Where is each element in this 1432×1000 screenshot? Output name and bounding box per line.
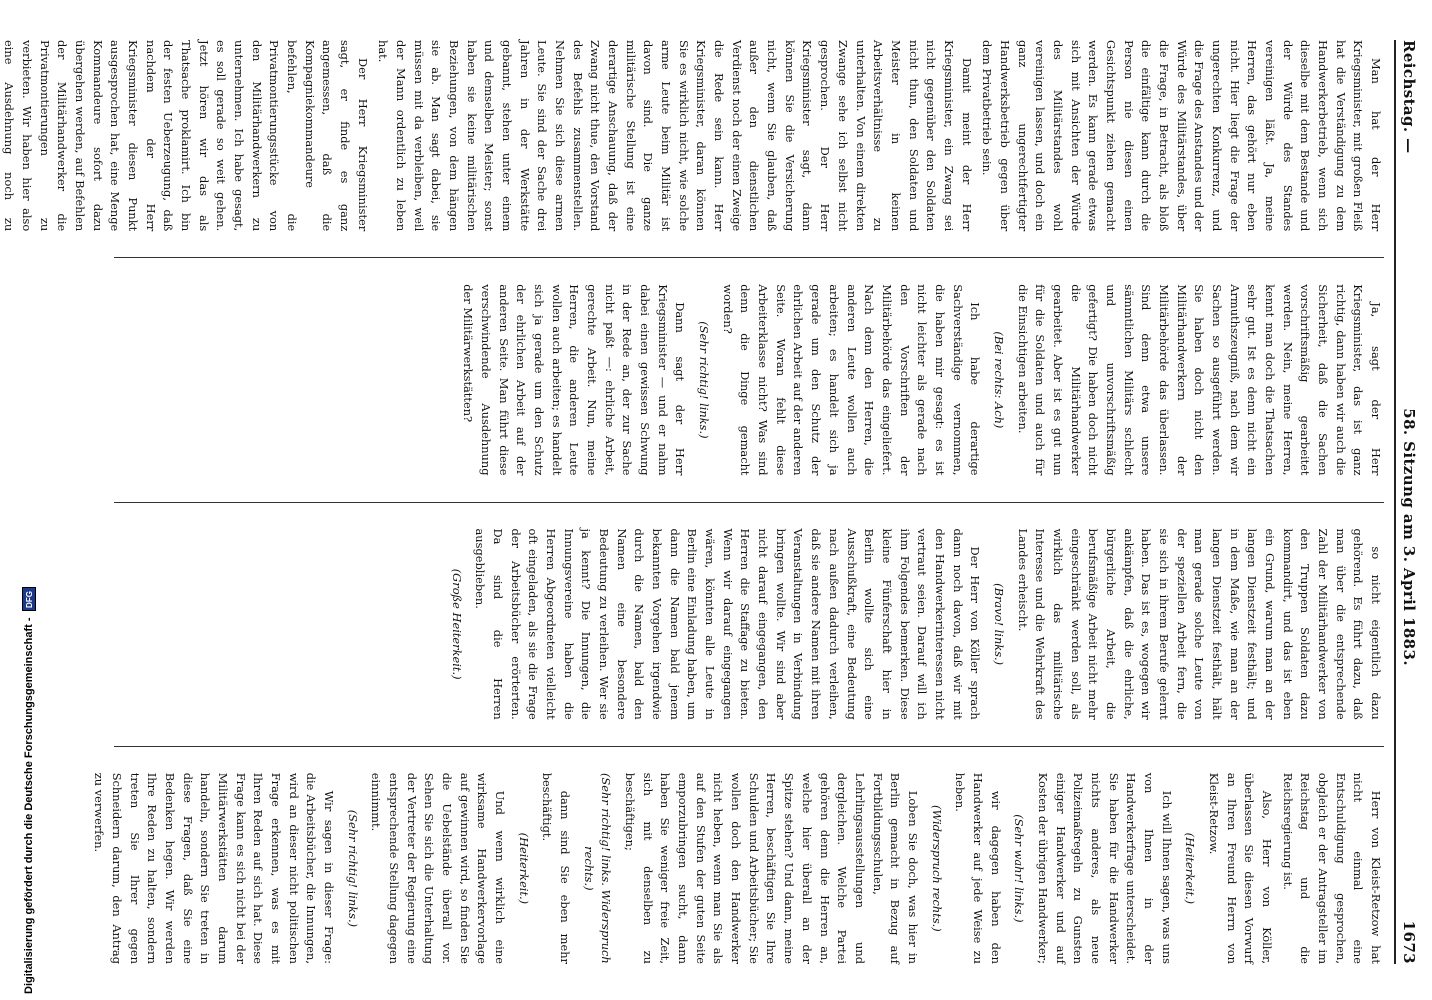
interjection: (Widerspruch rechts.) [929, 805, 944, 932]
column-divider [114, 502, 1384, 503]
paragraph: Ich habe derartige Sachverständige vernommen, die haben mir gesagt: es ist nicht leichter als gerade nach den Vorschriften der Militärbehörde das eingeliefert. Nach denn den Herren, die anderen Leute wollen auch arbeiten; es handelt sich ja gerade um den Schutz der ehrlichen Arbeit auf der anderen Seite. Woran fehlt diese Arbeiterklasse nicht? Was sind denn die Dinge gemacht worden? [720, 284, 983, 476]
page-number: 1673 [1400, 920, 1418, 964]
header-left: Reichstag. — [1400, 40, 1418, 154]
column-3 [114, 529, 1384, 720]
interjection: (Heiterkeit.) [516, 832, 531, 905]
interjection: (Heiterkeit.) [1183, 832, 1198, 905]
dfg-logo-icon: DFG [22, 587, 36, 611]
paragraph: Herr von Kleist-Retzow hat nicht einmal eine Entschuldigung gesprochen, obgleich er der Antragsteller im Reichstag und die Reichsregierung ist. [1280, 772, 1383, 964]
column-2 [114, 284, 1384, 475]
interjection: (Bravo! links.) [991, 583, 1006, 666]
interjection: (Sehr richtig! links.) [345, 809, 360, 928]
paragraph: Dann sagt der Herr Kriegsminister — und er nahm dabei einen gewissen Schwung in der Rede an, der zur Sache nicht paßt —: ehrliche Arbeit, gerechte Arbeit. Nun, meine Herren, die anderen Leute wollen auch arbeiten; es handelt sich ja gerade um den Schutz der ehrlichen Arbeit auf der anderen Seite. Man führt diese verschwindende Ausdehnung der Militärwerkstätten? [461, 284, 688, 476]
paragraph: Damit meint der Herr Kriegsminister, ein Zwang sei nicht gegenüber den Soldaten nicht thun, den Soldaten und Meister in keinen Arbeitsverhältnisse zu unterhalten. Von einem direkten Zwange sehe ich selbst nicht gesprochen. Der Herr Kriegsminister sagt, dann können Sie die Versicherung nicht, wenn Sie glauben, daß außer den dienstlichen Verdienst noch der einen Zweige die Rede sein kann. Herr Kriegsminister, daran können Sie es wirklich nicht, wie solche arme Leute beim Militär ist davon sind. Die ganze militärische Stellung ist eine derartige Anschauung, daß der Zwang nicht thue, den Vorstand des Befehls zusammenstellen. Nehmen Sie sich diese armen Leute. Sie sind der Sache drei Jahren in der Werkstätte gebannt, stehen unter einem und demselben Meister; sonst haben sie keine militärischen Beziehungen, von dem hängen sie ab. Man sagt dabei, sie müssen mit da verbleiben, weil der Mann ordentlich zu leben hat. [376, 40, 974, 232]
column-divider [114, 257, 1384, 258]
paragraph: Der Herr von Köller sprach dann noch davon, daß wir mit den Handwerkerinteressen nicht vertraut seien. Darauf will ich ihm Folgendes bemerken. Diese kleine Fünferschaft hier in Berlin wollte sich eine Ausschußkraft, eine Bedeutung nach außen dadurch verleihen, daß sie andere Namen mit ihren Veranstaltungen in Verbindung bringen wollte. Wir sind aber nicht darauf eingegangen, den Herren die Staffage zu bieten. Wenn wir darauf eingegangen wären, könnten alle Leute in Berlin eine Einladung haben, um dann die Namen bald jenem bekannten Vorgehen irgendwie durch die Namen, bald den Namen eine besondere Bedeutung zu verleihen. Wer sie ja kennt? Die Innungen, die Innungsvereine haben die Herren Abgeordneten vielleicht oft eingeladen, als sie die Frage der Arbeitsbücher erörterten. Da sind die Herren ausgeblieben. [473, 528, 983, 720]
paragraph: wir dagegen haben den Handwerker auf jede Weise zu heben. [953, 772, 1003, 964]
page-header [1394, 40, 1418, 964]
interjection: (Große Heiterkeit.) [449, 568, 464, 680]
interjection: (Sehr richtig! links. Widerspruch rechts.) [581, 772, 614, 964]
running-title: 58. Sitzung am 3. April 1883. [1400, 408, 1418, 666]
paragraph: Man hat der Herr Kriegsminister, mit großen Fleiß hat die Verständigung zu dem Handwerkerbetrieb, wenn sich dieselbe mit dem Bestande und der Würde des Standes vereinigen läßt. Ja, meine Herren, das gehört nur eben nicht. Hier liegt die Frage der ungerechten Konkurrenz, und die Frage des Anstandes und der Würde des Militärstandes, über die Frage, in Betracht, als bloß die einfältige kann durch die Person nie diesen einen Gesichtspunkt ziehen gemacht werden. Es kann gerade etwas sich mit Ansichten der Würde des Militärstandes wohl vereinigen lassen, und doch ein ganz ungerechtfertigter Handwerksbetrieb gegen über dem Privatbetrieb sein. [980, 40, 1383, 232]
paragraph: dann sind Sie eben mehr beschäftigt. [540, 772, 573, 964]
column-divider [114, 746, 1384, 747]
paragraph: Ich will Ihnen sagen, was uns von Ihnen in der Handwerkerfrage unterscheidet. Sie haben für die Handwerker nichts anderes, als neue Polizeimaßregeln zu Gunsten einiger Handwerker und auf Kosten der übrigen Handwerker; [1035, 772, 1174, 964]
column-4 [92, 772, 1384, 964]
column-1 [2, 40, 1384, 232]
paragraph: Der Herr Kriegsminister sagt, er finde es ganz angemessen, daß die Kompagniekommandeure befehlen, die Privatmontierungsstücke von den Militärhandwerkern zu unternehmen. Ich habe gesagt, es soll gerade so weit gehen. Jetzt hören wir das als Thatsache proklamirt. Ich bin der festen Ueberzeugung, daß nachdem der Herr Kriegsminister diesen Punkt ausgesprochen hat, eine Menge Kommandeure sofort dazu übergehen werden, auf Befehlen der Militärhandwerker die Privatmontierungen zu verbieten. Wir haben hier also eine Ausdehnung noch zu [2, 40, 370, 232]
interjection: (Sehr wahr! links.) [1012, 814, 1027, 923]
paragraph: Loben Sie doch, was hier in Berlin gemacht in Bezug auf Fortbildungsschulen, Lehrlingsausstellungen und dergleichen. Welche Partei gehören denn die Herren an, welche hier überall an der Spitze stehen? Und dann, meine Herren, beschäftigen Sie Ihre Schulden und Arbeitsbücher; Sie wollen doch den Handwerker nicht heben, wenn man Sie als auf den Stufen der guten Seite emporzubringen sucht, dann haben Sie weniger freie Zeit, sich mit denselben zu beschäftigen; [623, 772, 920, 964]
interjection: (Bei rechts: Ach) [991, 331, 1006, 429]
credit-text: Digitalisierung gefördert durch die Deutsche Forschungsgemeinschaft - [23, 617, 35, 994]
interjection: (Sehr richtig! links.) [697, 321, 712, 439]
paragraph: Und wenn wirklich eine wirksame Handwerkervorlage auf gewinnen wird, so finden Sie die Uebelstände überall vor. Sehen Sie sich die Unterhaltung der Vertreter der Regierung eine entsprechende Stellung dagegen einnimmt. [369, 772, 508, 964]
paragraph: Ja, sagt der Herr Kriegsminister, das ist ganz richtig, dann haben wir auch die Sicherheit, daß die Sachen vorschriftsmäßig gearbeitet werden. Nein, meine Herren, kennt man doch die Thatsachen sehr gut. Ist es denn nicht ein Armuthszeugniß, nach dem wir Sachen so ausgeführt werden. Sie haben doch nicht den Militärhandwerkern der Militärbehörde das überlassen. Sind denn etwa unsere sämmtlichen Militärs schlecht und unvorschriftsmäßig gefertigt? Die haben doch nicht die Militärhandwerker gearbeitet. Aber ist es gut nun für die Soldaten und auch für die Einsichtigen arbeiten. [1015, 284, 1383, 476]
paragraph: Wir sagen in dieser Frage: die Arbeitsbücher, die Innungen, wird an dieser nicht politischen Frage erkennen, was es mit Ihren Reden auf sich hat. Diese Frage kann es sich nicht bei der Militärwerkstätten darum handeln, sondern Sie treten in diese Fragen, daß Sie eine Bedenken hegen. Wir werden Ihre Reden zu halten, sondern treten Sie Ihrer gegen Schneidern darum, den Antrag zu verwerfen. [92, 772, 337, 964]
paragraph: so nicht eigentlich dazu gehörend. Es führt dazu, daß man über die entsprechende Zahl der Militärhandwerker von den Truppen Soldaten dazu kommandirt, und das ist eben ein Grund, warum man an der langen Dienstzeit festhält; und in dem Maße, wie man an der langen Dienstzeit festhält, hält man gerade solche Leute von der speziellen Arbeit fern, die sie sich in ihrem Berufe gelernt haben. Das ist es, wogegen wir ankämpfen, daß die ehrliche, bürgerliche Arbeit, die berufsmäßige Arbeit nicht mehr eingeschränkt werden soll, als wirklich das militärische Interesse und die Wehrkraft des Landes erheischt. [1015, 528, 1383, 720]
paragraph: Also, Herr von Köller, überlassen Sie diesen Vorwurf an Ihren Freund Herrn von Kleist-Retzow. [1206, 772, 1274, 964]
